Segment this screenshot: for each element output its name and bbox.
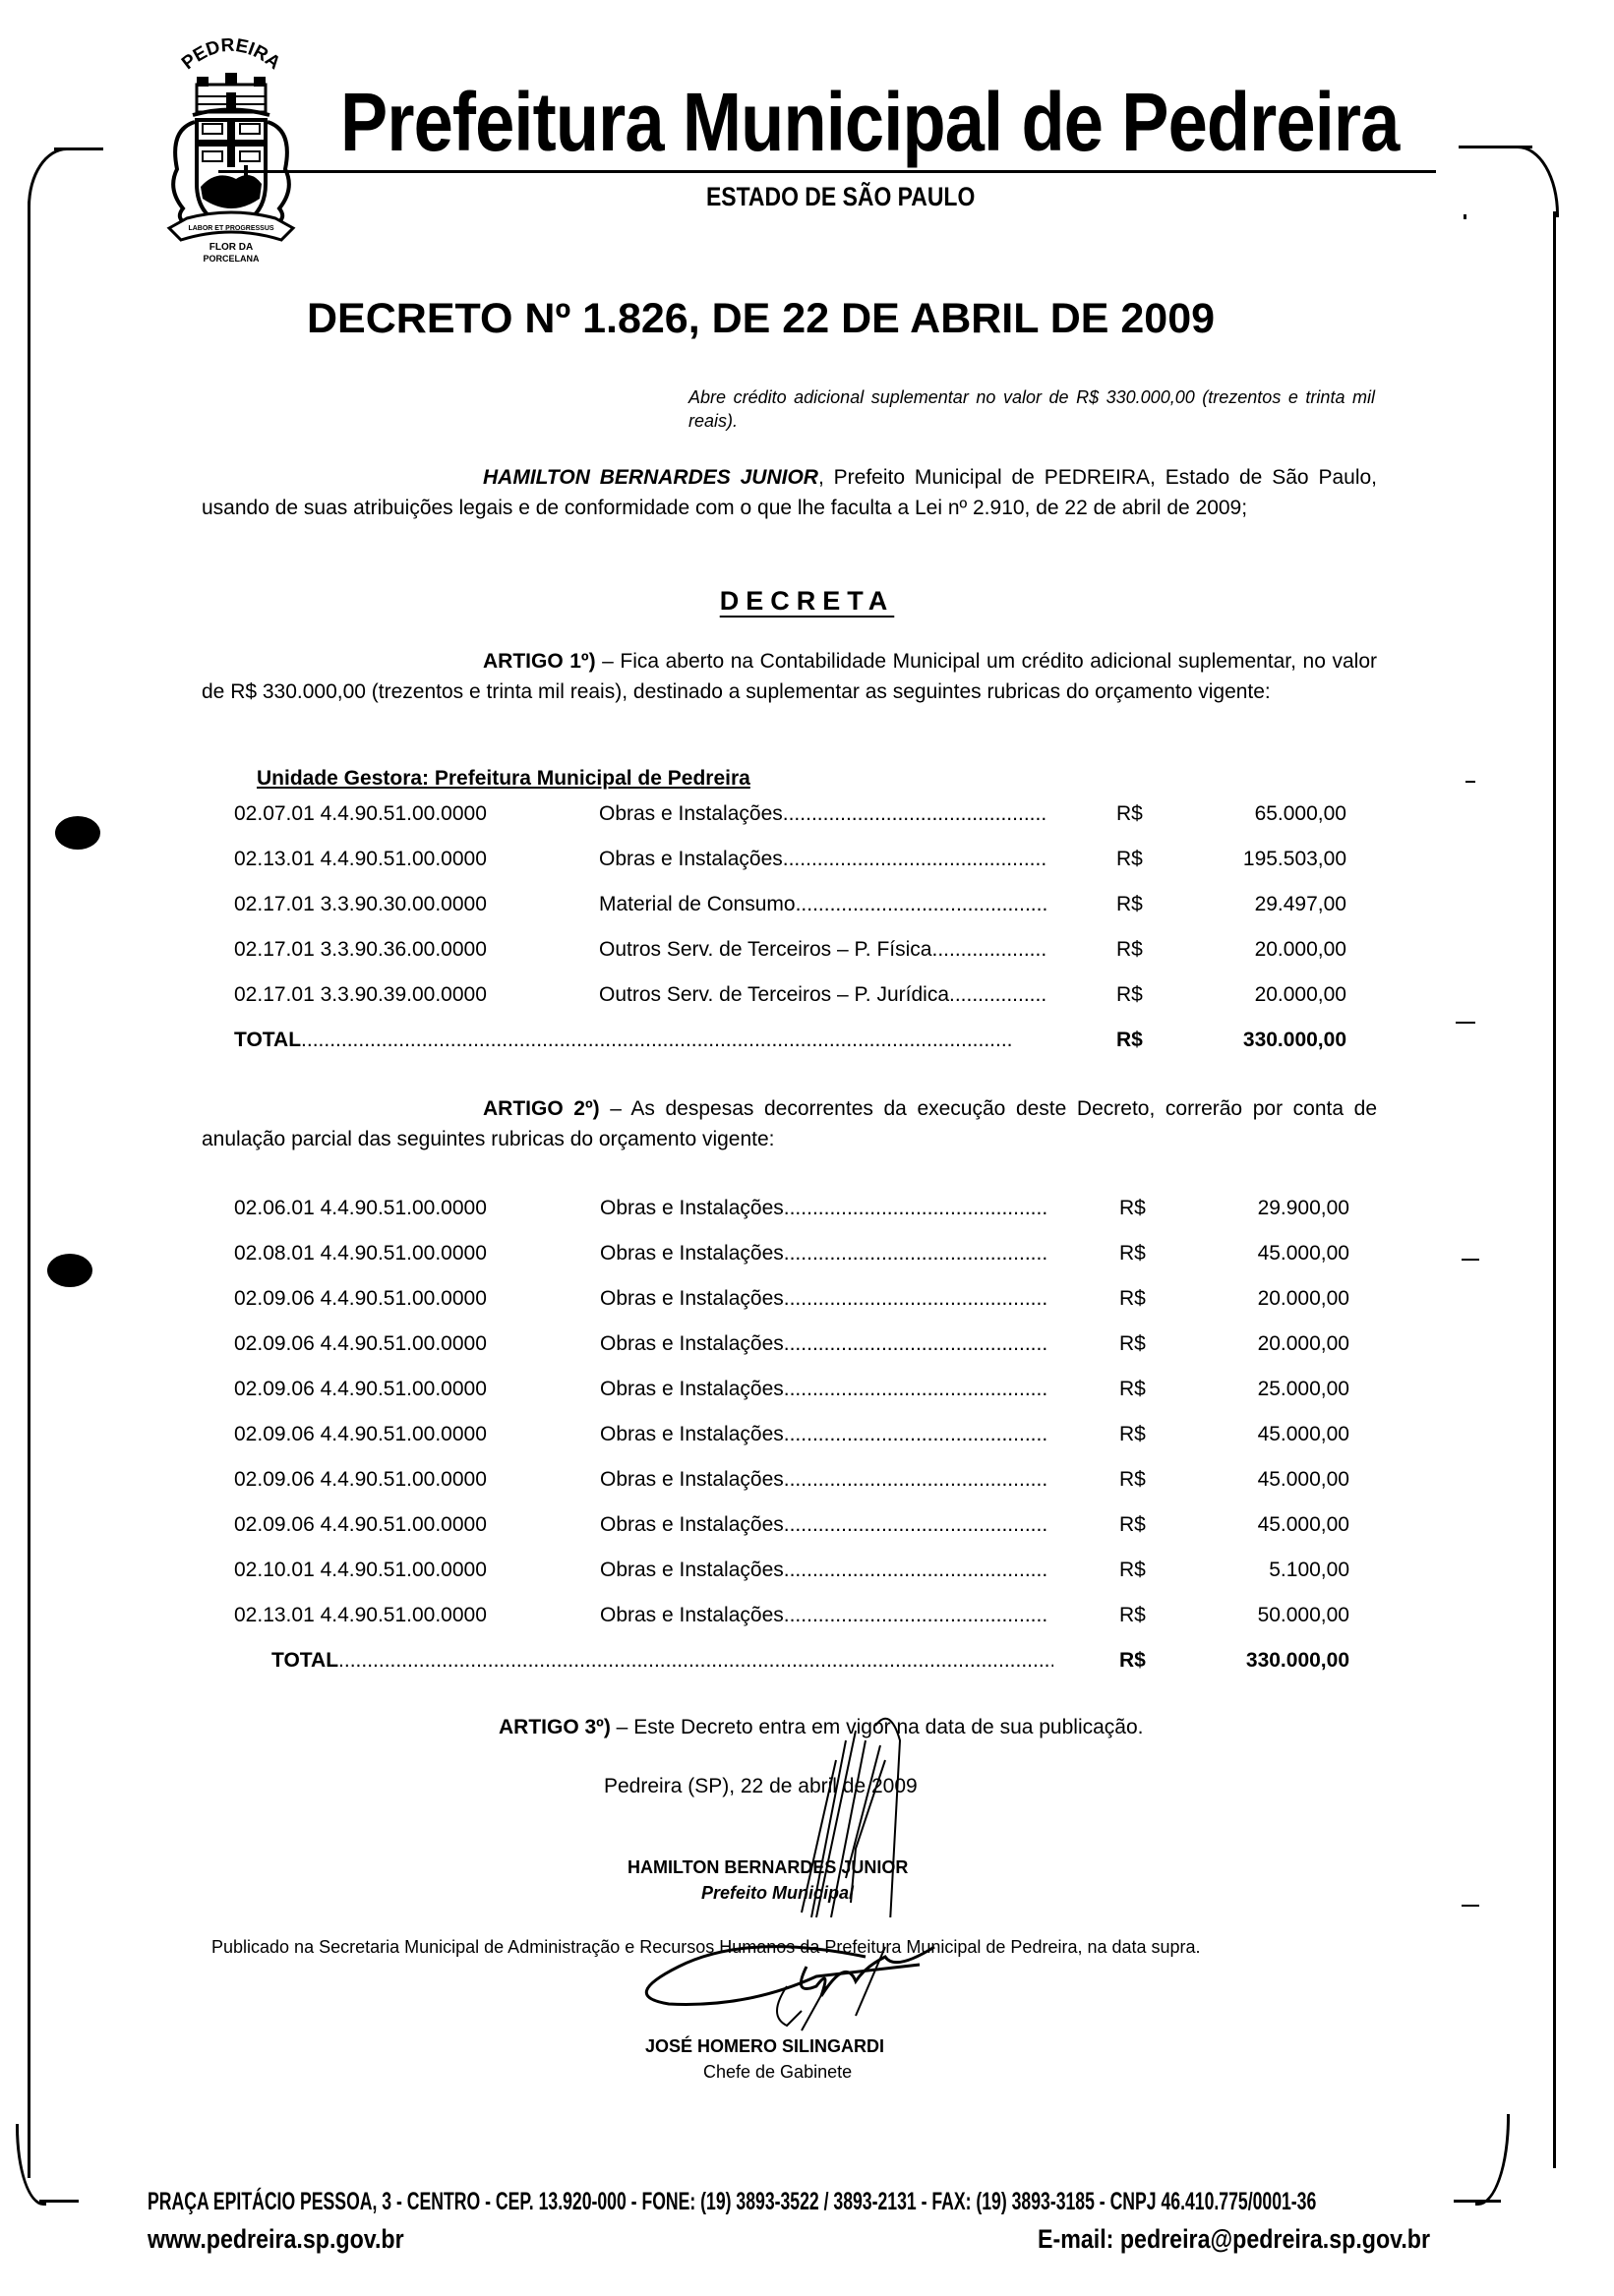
row-desc: Obras e Instalações ..... [599,802,1046,826]
row-value: 45.000,00 [1257,1468,1349,1491]
place-date: Pedreira (SP), 22 de abril de 2009 [604,1775,918,1797]
preamble-text: , Prefeito Municipal de PEDREIRA, Estado de São Paulo, usando de suas atribuições legais e de conformidade com o que lhe faculta a Lei nº 2.910, de 22 de abril de 2009; [202,466,1377,519]
row-currency: R$ [1119,1332,1146,1355]
row-code: 02.09.06 4.4.90.51.00.0000 [234,1423,487,1445]
footer-email[interactable]: E-mail: pedreira@pedreira.sp.gov.br [1038,2224,1431,2254]
table-row [0,1468,1614,1498]
row-currency: R$ [1119,1423,1146,1445]
signatory-1-name: HAMILTON BERNARDES JUNIOR [628,1857,909,1877]
row-value: 45.000,00 [1257,1242,1349,1265]
row-desc: Obras e Instalações ..... [600,1604,1049,1627]
row-currency: R$ [1116,983,1143,1006]
row-value: 20.000,00 [1257,1287,1349,1310]
decree-abstract: Abre crédito adicional suplementar no valor de R$ 330.000,00 (trezentos e trinta mil reais). [688,387,1375,431]
decreta-heading [0,586,1614,617]
row-code: 02.17.01 3.3.90.30.00.0000 [234,893,487,915]
row-code: 02.17.01 3.3.90.36.00.0000 [234,938,487,961]
letterhead-underline [218,170,1436,173]
article-2-text: – As despesas decorrentes da execução deste Decreto, correrão por conta de anulação parcial das seguintes rubricas do orçamento vigente: [202,1097,1378,1150]
unit-label: Unidade Gestora: Prefeitura Municipal de Pedreira [257,767,750,790]
row-value: 25.000,00 [1257,1378,1349,1400]
table-row [0,1604,1614,1633]
table-row [0,1197,1614,1226]
signatory-2-role: Chefe de Gabinete [703,2062,853,2082]
row-desc: Obras e Instalações ..... [600,1378,1049,1401]
row-desc: Obras e Instalações ..... [599,848,1046,871]
publication-note: Publicado na Secretaria Municipal de Administração e Recursos Humanos da Prefeitura Municipal de Pedreira, na data supra. [211,1937,1201,1957]
article-3-text: – Este Decreto entra em vigor na data de sua publicação. [610,1716,1144,1738]
row-currency: R$ [1119,1559,1146,1581]
svg-text:PEDREIRA [178,35,284,75]
row-code: 02.06.01 4.4.90.51.00.0000 [234,1197,487,1219]
row-code: 02.10.01 4.4.90.51.00.0000 [234,1559,487,1581]
table-row [0,1287,1614,1317]
row-desc: Obras e Instalações ..... [600,1242,1049,1266]
row-currency: R$ [1119,1287,1146,1310]
row-currency: R$ [1119,1378,1146,1400]
decree-title: DECRETO Nº 1.826, DE 22 DE ABRIL DE 2009 [307,295,1216,342]
row-currency: R$ [1119,1604,1146,1626]
frame-bottom-right-curve [1475,2114,1510,2206]
row-currency: R$ [1119,1242,1146,1265]
row-value: 29.900,00 [1257,1197,1349,1219]
row-code: 02.13.01 4.4.90.51.00.0000 [234,848,487,870]
row-desc: Outros Serv. de Terceiros – P. Jurídica ..... [599,983,1046,1007]
table-row [0,983,1614,1013]
table-row [0,1559,1614,1588]
row-desc: Obras e Instalações ..... [600,1287,1049,1311]
signatory-1-role: Prefeito Municipal [701,1883,855,1903]
row-currency: R$ [1119,1513,1146,1536]
row-code: 02.08.01 4.4.90.51.00.0000 [234,1242,487,1265]
table-total-row [0,1649,1614,1678]
frame-top-right-curve [1515,146,1559,217]
row-desc: Obras e Instalações ..... [600,1513,1049,1537]
row-value: 65.000,00 [1254,802,1346,825]
row-desc: Obras e Instalações ..... [600,1559,1049,1582]
row-code: 02.09.06 4.4.90.51.00.0000 [234,1332,487,1355]
table-row [0,893,1614,922]
row-code: 02.09.06 4.4.90.51.00.0000 [234,1468,487,1491]
article-1-text: – Fica aberto na Contabilidade Municipal um crédito adicional suplementar, no valor de R$ 330.000,00 (trezentos e trinta mil reais), destinado a suplementar as seguintes rubricas do orçamento vigente: [202,650,1377,703]
article-3-label: ARTIGO 3º) [499,1716,611,1738]
row-code: 02.13.01 4.4.90.51.00.0000 [234,1604,487,1626]
row-value: 20.000,00 [1257,1332,1349,1355]
row-code: 02.09.06 4.4.90.51.00.0000 [234,1378,487,1400]
signature-chief-of-staff [0,1927,1614,2035]
table-row [0,1242,1614,1271]
row-value: 20.000,00 [1254,938,1346,961]
municipal-crest [157,22,305,267]
total-label: TOTAL ..... [234,1029,1011,1052]
table-row [0,1423,1614,1452]
scan-mark [1464,214,1466,219]
total-value: 330.000,00 [1242,1029,1346,1051]
frame-bottom-left-curve [16,2124,46,2206]
row-desc: Material de Consumo ..... [599,893,1046,916]
total-currency: R$ [1119,1649,1146,1672]
crest-top-text: PEDREIRA [177,34,284,75]
article-1-paragraph [202,646,1377,707]
table-total-row [0,1029,1614,1058]
row-desc: Outros Serv. de Terceiros – P. Física ..... [599,938,1046,962]
row-value: 50.000,00 [1257,1604,1349,1626]
crest-bottom-text-2: PORCELANA [203,254,260,264]
crest-bottom-text-1: FLOR DA [209,242,254,253]
table-row [0,848,1614,877]
crest-motto: LABOR ET PROGRESSUS [188,225,274,232]
footer-website[interactable]: www.pedreira.sp.gov.br [148,2224,404,2254]
frame-top-left-curve [28,147,70,209]
total-label: TOTAL ..... [271,1649,1053,1673]
row-currency: R$ [1119,1468,1146,1491]
table-row [0,802,1614,832]
row-desc: Obras e Instalações ..... [600,1197,1049,1220]
row-desc: Obras e Instalações ..... [600,1332,1049,1356]
total-value: 330.000,00 [1245,1649,1349,1672]
row-value: 29.497,00 [1254,893,1346,915]
row-code: 02.09.06 4.4.90.51.00.0000 [234,1513,487,1536]
article-2-paragraph [202,1093,1377,1154]
table-row [0,938,1614,968]
decreta-text: DECRETA [719,586,895,616]
row-desc: Obras e Instalações ..... [600,1423,1049,1446]
row-currency: R$ [1119,1197,1146,1219]
row-currency: R$ [1116,893,1143,915]
preamble-paragraph [202,462,1377,523]
table-row [0,1332,1614,1362]
row-value: 45.000,00 [1257,1513,1349,1536]
row-currency: R$ [1116,848,1143,870]
frame-bottom-left-line [39,2200,79,2203]
scan-mark [1456,1022,1475,1024]
table-row [0,1513,1614,1543]
article-1-label: ARTIGO 1º) [483,650,596,673]
footer-address: PRAÇA EPITÁCIO PESSOA, 3 - CENTRO - CEP. 13.920-000 - FONE: (19) 3893-3522 / 3893-2131 - FAX: (19) 3893-3185 - CNPJ 46.410.775/0001-36 [148,2188,1317,2215]
letterhead-title: Prefeitura Municipal de Pedreira [340,76,1400,168]
row-value: 195.503,00 [1242,848,1346,870]
article-2-label: ARTIGO 2º) [483,1097,600,1120]
row-code: 02.07.01 4.4.90.51.00.0000 [234,802,487,825]
row-code: 02.09.06 4.4.90.51.00.0000 [234,1287,487,1310]
total-currency: R$ [1116,1029,1143,1051]
signatory-2-name: JOSÉ HOMERO SILINGARDI [645,2036,885,2056]
row-value: 45.000,00 [1257,1423,1349,1445]
mayor-name: HAMILTON BERNARDES JUNIOR [483,466,818,489]
row-value: 5.100,00 [1269,1559,1349,1581]
row-currency: R$ [1116,938,1143,961]
scan-mark [1465,781,1475,783]
row-currency: R$ [1116,802,1143,825]
letterhead-subtitle: ESTADO DE SÃO PAULO [706,182,976,211]
row-desc: Obras e Instalações ..... [600,1468,1049,1492]
row-code: 02.17.01 3.3.90.39.00.0000 [234,983,487,1006]
table-row [0,1378,1614,1407]
row-value: 20.000,00 [1254,983,1346,1006]
